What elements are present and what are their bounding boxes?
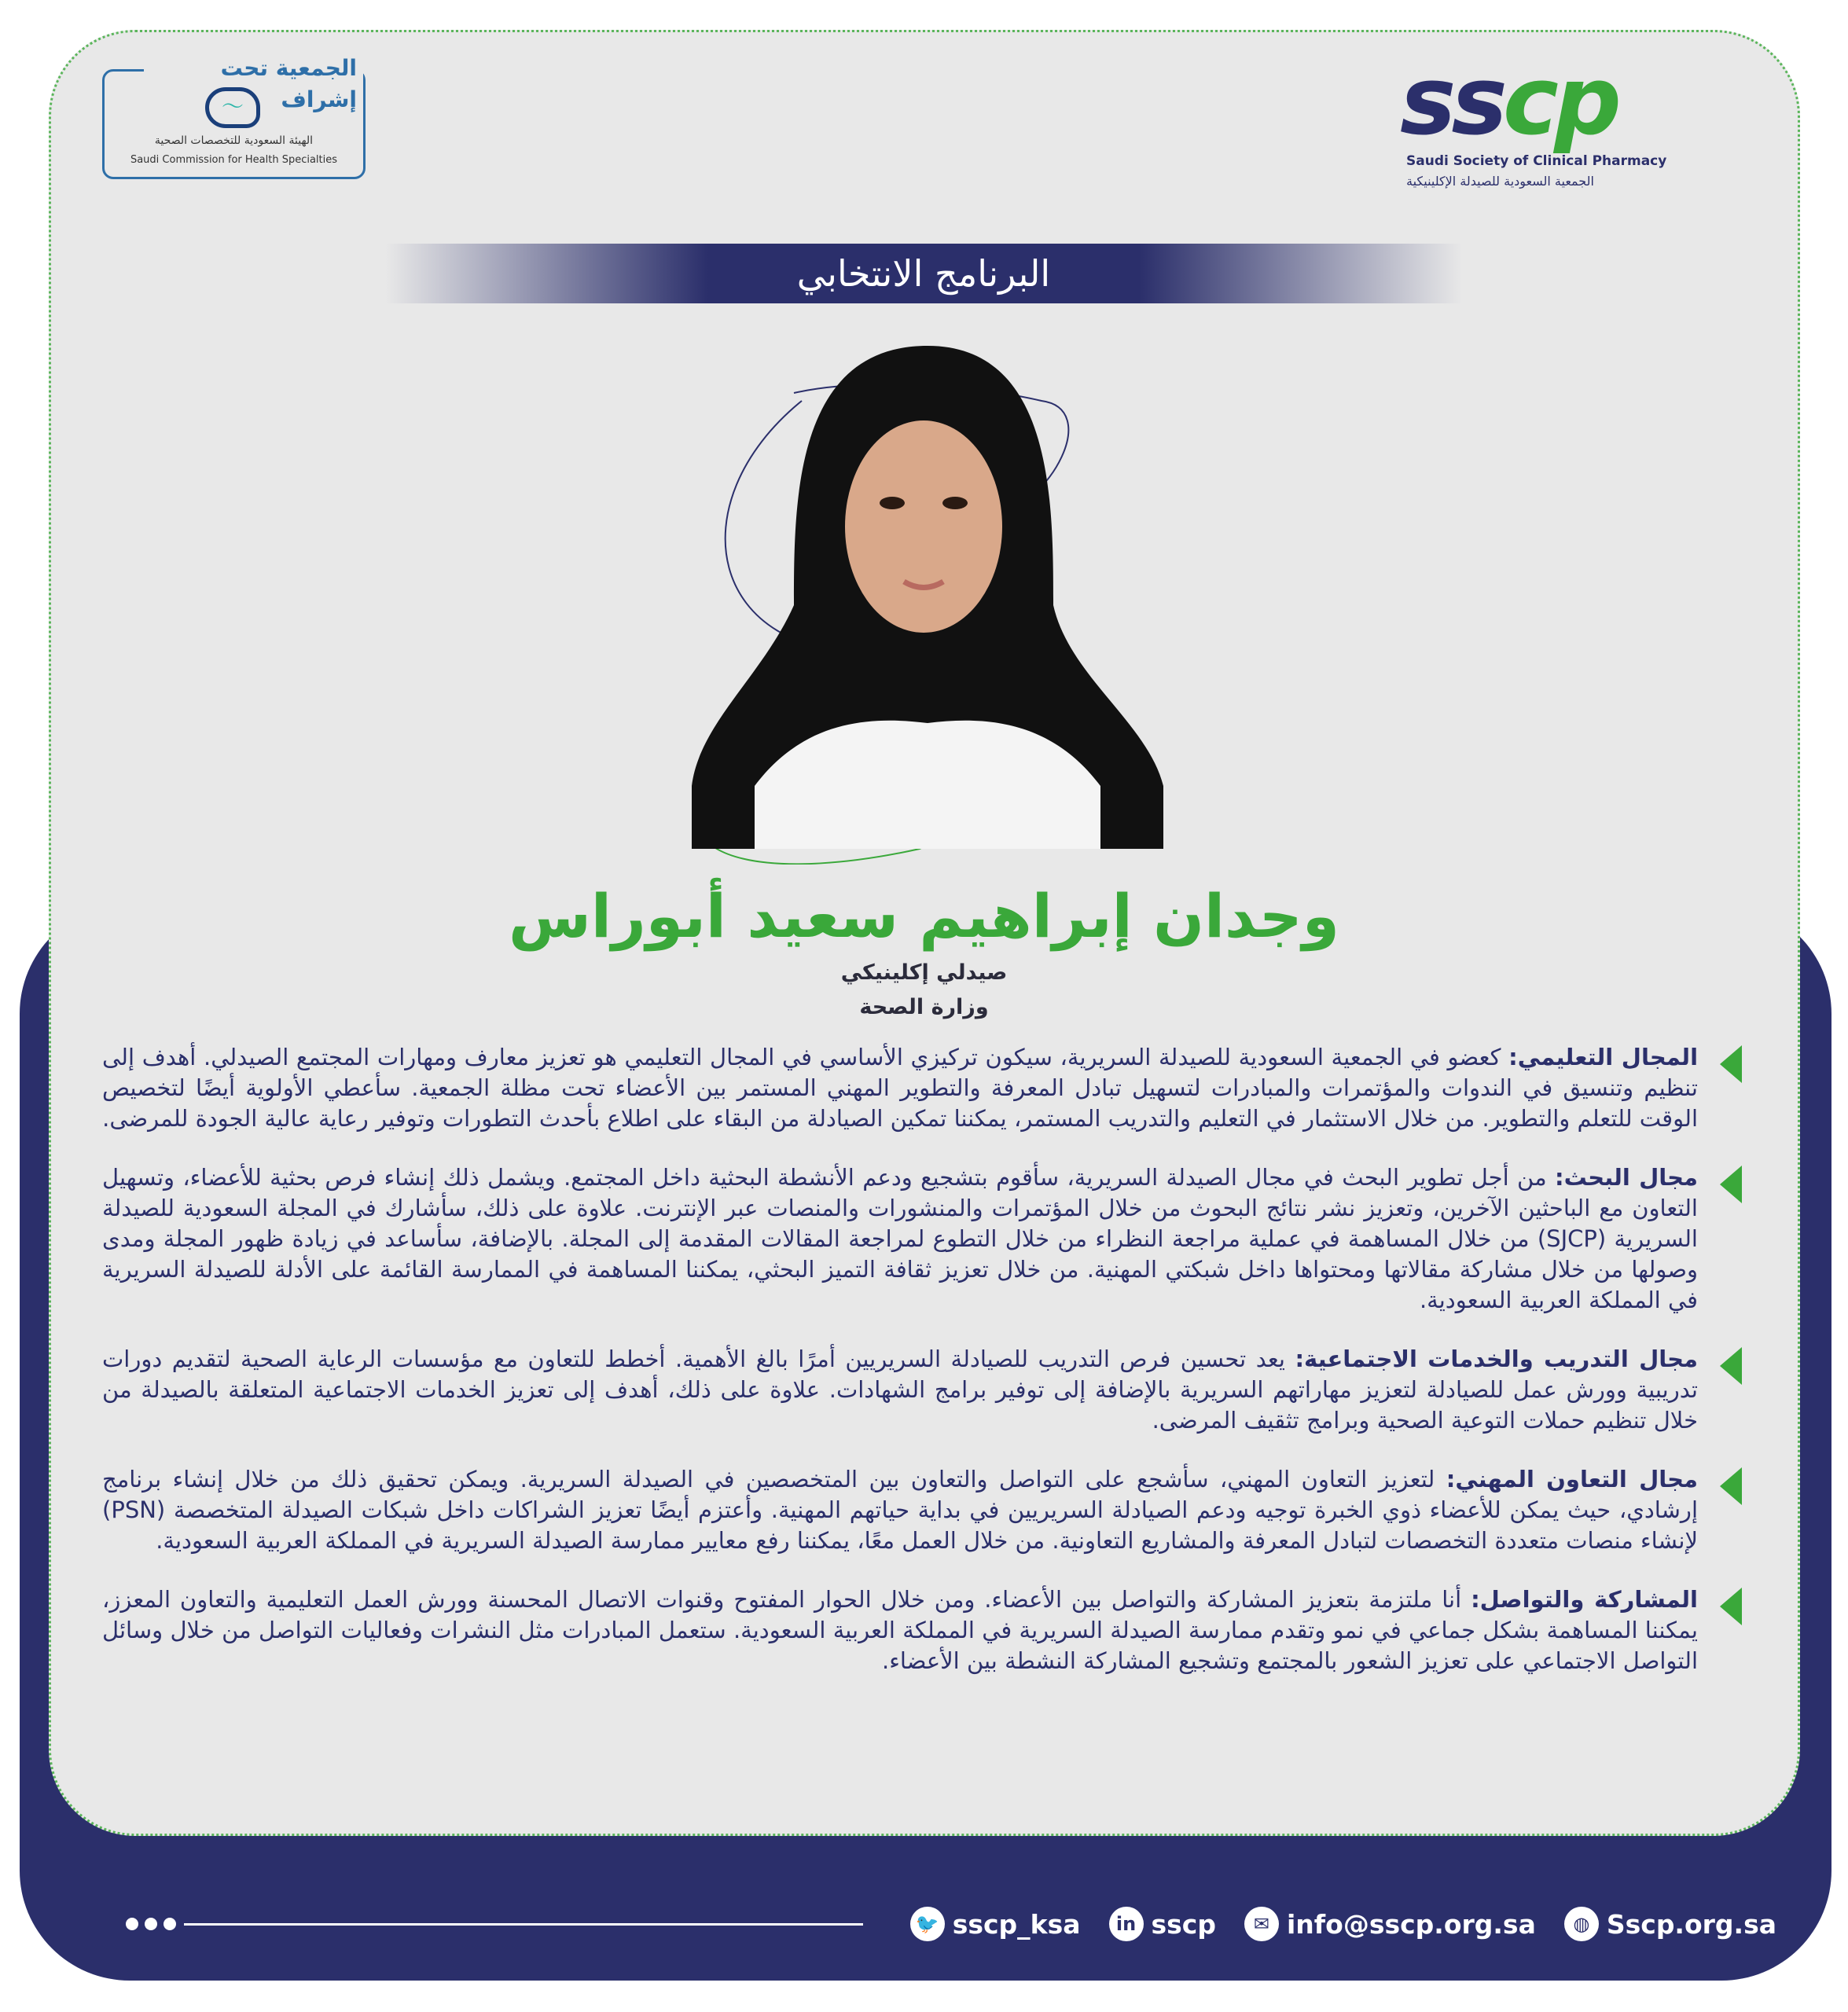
section-text: لتعزيز التعاون المهني، سأشجع على التواصل والتعاون بين المتخصصين في الصيدلة السريرية. ويمكن تحقيق ذلك من خلال إنشاء برنامج إرشادي، حيث يمكن للأعضاء ذوي الخبرة توجيه ودعم الصيادلة السريريين في بداية حياتهم المهنية. وأعتزم أيضًا تعزيز الشراكات داخل شبكات الصيدلة المتخصصة (PSN) لإنشاء منصات متعددة التخصصات لتبادل المعرفة والمشاريع التعاونية. من خلال العمل معًا، يمكننا رفع معايير ممارسة الصيدلة السريرية في المملكة العربية السعودية. bbox=[102, 1466, 1698, 1554]
twitter-icon: 🐦 bbox=[910, 1907, 945, 1941]
page-title: البرنامج الانتخابي bbox=[385, 244, 1462, 303]
scfhs-name-ar: الهيئة السعودية للتخصصات الصحية bbox=[154, 134, 314, 147]
email-icon: ✉ bbox=[1244, 1907, 1279, 1941]
twitter-handle: sscp_ksa bbox=[952, 1908, 1081, 1940]
linkedin-link[interactable] bbox=[1109, 1907, 1216, 1941]
email-link[interactable] bbox=[1244, 1907, 1536, 1941]
linkedin-icon: in bbox=[1109, 1907, 1144, 1941]
footer bbox=[126, 1902, 1776, 1946]
section-heading: المجال التعليمي: bbox=[1508, 1044, 1699, 1070]
twitter-link[interactable] bbox=[910, 1907, 1081, 1941]
sscp-name-ar: الجمعية السعودية للصيدلة الإكلينيكية bbox=[1406, 174, 1594, 189]
sscp-name-en: Saudi Society of Clinical Pharmacy bbox=[1406, 153, 1667, 169]
section-heading: المشاركة والتواصل: bbox=[1471, 1586, 1698, 1613]
email-address: info@sscp.org.sa bbox=[1286, 1908, 1536, 1940]
section-heading: مجال البحث: bbox=[1555, 1164, 1699, 1191]
candidate-photo bbox=[660, 346, 1195, 865]
section-text: أنا ملتزمة بتعزيز المشاركة والتواصل بين الأعضاء. ومن خلال الحوار المفتوح وقنوات الاتصال المحسنة وورش العمل التعليمية والتعاون المعزز، يمكننا المساهمة بشكل جماعي في نمو وتقدم ممارسة الصيدلة السريرية في المملكة العربية السعودية. ستعمل المبادرات مثل النشرات وفعاليات التواصل من خلال وسائل التواصل الاجتماعي على تعزيز الشعور بالمجتمع وتشجيع المشاركة النشطة بين الأعضاء. bbox=[102, 1586, 1698, 1674]
section-research bbox=[102, 1162, 1698, 1316]
arrow-icon bbox=[1720, 1347, 1742, 1385]
supervision-label: الجمعية تحت إشراف bbox=[144, 53, 363, 116]
section-text: كعضو في الجمعية السعودية للصيدلة السريرية، سيكون تركيزي الأساسي في المجال التعليمي هو تعزيز معارف ومهارات المجتمع الصيدلي. أهدف إلى تنظيم وتنسيق في الندوات والمؤتمرات والمبادرات لتسهيل تبادل المعرفة والتطوير المهني المستمر بين الأعضاء تحت مظلة الجمعية. سأعطي الأولوية أيضًا لتخصيص الوقت للتعلم والتطوير. من خلال الاستثمار في التعليم والتدريب المستمر، يمكننا تمكين الصيادلة من البقاء على اطلاع بأحدث التطورات وتوفير رعاية عالية الجودة للمرضى. bbox=[102, 1044, 1698, 1132]
website-link[interactable] bbox=[1564, 1907, 1776, 1941]
section-education bbox=[102, 1042, 1698, 1134]
section-training bbox=[102, 1344, 1698, 1436]
scfhs-name-en: Saudi Commission for Health Specialties bbox=[130, 154, 338, 166]
scfhs-logo bbox=[102, 55, 366, 179]
globe-icon: ◍ bbox=[1564, 1907, 1599, 1941]
candidate-title: صيدلي إكلينيكي bbox=[840, 960, 1008, 985]
section-heading: مجال التعاون المهني: bbox=[1446, 1466, 1699, 1492]
dots-decoration bbox=[126, 1918, 176, 1930]
website-url: Sscp.org.sa bbox=[1606, 1908, 1776, 1940]
section-text: من أجل تطوير البحث في مجال الصيدلة السريرية، سأقوم بتشجيع ودعم الأنشطة البحثية داخل المجتمع. ويشمل ذلك إنشاء فرص بحثية للأعضاء، وتسهيل التعاون مع الباحثين الآخرين، وتعزيز نشر نتائج البحوث من خلال المؤتمرات والمنشورات والمنصات عبر الإنترنت. علاوة على ذلك، سأشارك في المجلة السعودية للصيدلة السريرية (SJCP) من خلال المساهمة في عملية مراجعة النظراء من خلال التطوع لمراجعة المقالات المقدمة إلى المجلة. بالإضافة، سأساعد في زيادة ظهور المجلة ومدى وصولها من خلال مشاركة مقالاتها ومحتواها داخل شبكتي المهنية. من خلال تعزيز ثقافة التميز البحثي، يمكننا المساهمة في الممارسة القائمة على الأدلة للصيدلة السريرية في المملكة العربية السعودية. bbox=[102, 1164, 1698, 1313]
sscp-logo bbox=[1400, 47, 1769, 196]
candidate-organization: وزارة الصحة bbox=[859, 995, 989, 1019]
arrow-icon bbox=[1720, 1045, 1742, 1083]
arrow-icon bbox=[1720, 1166, 1742, 1203]
section-collaboration bbox=[102, 1464, 1698, 1556]
section-heading: مجال التدريب والخدمات الاجتماعية: bbox=[1295, 1346, 1699, 1372]
section-text: يعد تحسين فرص التدريب للصيادلة السريريين أمرًا بالغ الأهمية. أخطط للتعاون مع مؤسسات الرعاية الصحية لتقديم دورات تدريبية وورش عمل للصيادلة لتعزيز مهاراتهم السريرية بالإضافة إلى توفير برامج الشهادات. علاوة على ذلك، أهدف إلى تعزيز الخدمات الاجتماعية المتعلقة بالصيدلة من خلال تنظيم حملات التوعية الصحية وبرامج تثقيف المرضى. bbox=[102, 1346, 1698, 1434]
section-engagement bbox=[102, 1584, 1698, 1676]
heartbeat-icon: 〜 bbox=[205, 87, 260, 128]
arrow-icon bbox=[1720, 1588, 1742, 1625]
sscp-logo-word: sscp bbox=[1400, 47, 1617, 156]
footer-divider bbox=[184, 1923, 863, 1926]
arrow-icon bbox=[1720, 1467, 1742, 1505]
linkedin-handle: sscp bbox=[1151, 1908, 1216, 1940]
program-sections bbox=[102, 1042, 1698, 1705]
candidate-name: وجدان إبراهيم سعيد أبوراس bbox=[509, 881, 1339, 951]
